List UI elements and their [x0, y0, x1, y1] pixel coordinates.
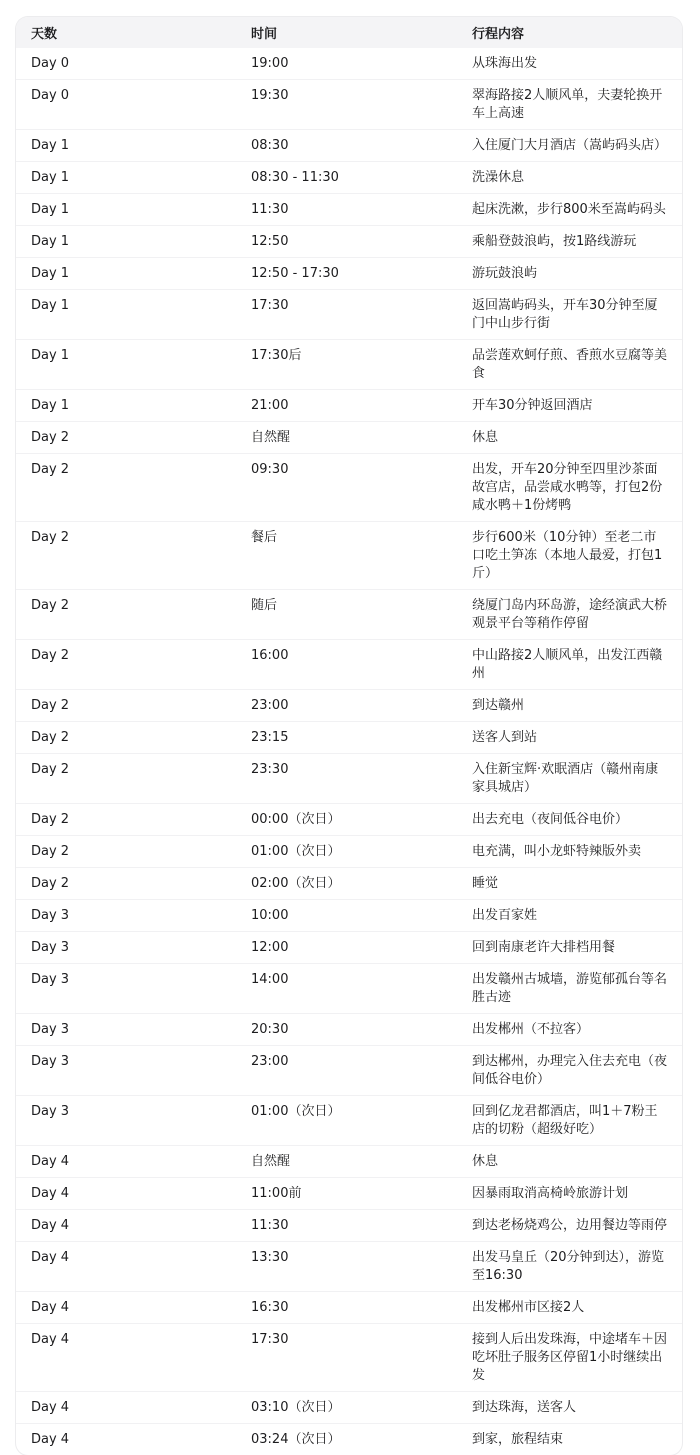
cell-day: Day 0: [16, 80, 236, 130]
table-row: [16, 1392, 682, 1424]
cell-day: Day 2: [16, 422, 236, 454]
table-row: [16, 900, 682, 932]
table-row: [16, 1324, 682, 1392]
cell-time: 12:50: [236, 226, 457, 258]
cell-time: 12:50 - 17:30: [236, 258, 457, 290]
cell-day: Day 1: [16, 340, 236, 390]
cell-content: 回到亿龙君都酒店，叫1＋7粉王店的切粉（超级好吃）: [457, 1096, 682, 1146]
cell-content: 出发郴州市区接2人: [457, 1292, 682, 1324]
cell-content: 到达赣州: [457, 690, 682, 722]
cell-content: 出去充电（夜间低谷电价）: [457, 804, 682, 836]
cell-time: 自然醒: [236, 1146, 457, 1178]
cell-time: 19:30: [236, 80, 457, 130]
cell-day: Day 2: [16, 836, 236, 868]
cell-content: 起床洗漱，步行800米至嵩屿码头: [457, 194, 682, 226]
cell-time: 03:10（次日）: [236, 1392, 457, 1424]
table-row: [16, 868, 682, 900]
cell-content: 洗澡休息: [457, 162, 682, 194]
cell-day: Day 4: [16, 1178, 236, 1210]
header-content: 行程内容: [457, 17, 682, 48]
itinerary-table-card: [16, 17, 682, 1455]
cell-day: Day 3: [16, 932, 236, 964]
table-row: [16, 964, 682, 1014]
cell-day: Day 1: [16, 162, 236, 194]
cell-content: 接到人后出发珠海，中途堵车＋因吃坏肚子服务区停留1小时继续出发: [457, 1324, 682, 1392]
cell-content: 休息: [457, 1146, 682, 1178]
cell-content: 到达老杨烧鸡公，边用餐边等雨停: [457, 1210, 682, 1242]
cell-day: Day 1: [16, 226, 236, 258]
cell-content: 因暴雨取消高椅岭旅游计划: [457, 1178, 682, 1210]
table-row: [16, 162, 682, 194]
cell-content: 入住新宝辉·欢眠酒店（赣州南康家具城店）: [457, 754, 682, 804]
cell-time: 餐后: [236, 522, 457, 590]
table-row: [16, 932, 682, 964]
cell-time: 17:30: [236, 290, 457, 340]
table-row: [16, 1178, 682, 1210]
table-row: [16, 690, 682, 722]
cell-day: Day 4: [16, 1242, 236, 1292]
cell-content: 到达郴州，办理完入住去充电（夜间低谷电价）: [457, 1046, 682, 1096]
cell-content: 返回嵩屿码头，开车30分钟至厦门中山步行街: [457, 290, 682, 340]
cell-time: 17:30后: [236, 340, 457, 390]
cell-day: Day 3: [16, 1014, 236, 1046]
cell-day: Day 2: [16, 804, 236, 836]
itinerary-table: [16, 17, 682, 1455]
table-row: [16, 1146, 682, 1178]
table-row: [16, 454, 682, 522]
cell-time: 23:00: [236, 690, 457, 722]
cell-content: 出发，开车20分钟至四里沙茶面故宫店，品尝咸水鸭等，打包2份咸水鸭＋1份烤鸭: [457, 454, 682, 522]
cell-time: 21:00: [236, 390, 457, 422]
cell-day: Day 2: [16, 690, 236, 722]
cell-time: 01:00（次日）: [236, 1096, 457, 1146]
cell-day: Day 1: [16, 258, 236, 290]
cell-day: Day 1: [16, 390, 236, 422]
cell-day: Day 0: [16, 48, 236, 80]
cell-content: 开车30分钟返回酒店: [457, 390, 682, 422]
cell-time: 00:00（次日）: [236, 804, 457, 836]
cell-day: Day 2: [16, 590, 236, 640]
cell-day: Day 3: [16, 900, 236, 932]
cell-time: 23:15: [236, 722, 457, 754]
table-row: [16, 522, 682, 590]
cell-day: Day 1: [16, 194, 236, 226]
cell-time: 16:30: [236, 1292, 457, 1324]
cell-time: 16:00: [236, 640, 457, 690]
cell-time: 20:30: [236, 1014, 457, 1046]
table-row: [16, 1292, 682, 1324]
table-body: [16, 48, 682, 1455]
cell-time: 17:30: [236, 1324, 457, 1392]
table-row: [16, 1014, 682, 1046]
cell-content: 从珠海出发: [457, 48, 682, 80]
table-row: [16, 80, 682, 130]
cell-time: 13:30: [236, 1242, 457, 1292]
cell-day: Day 2: [16, 640, 236, 690]
table-header: [16, 17, 682, 48]
cell-content: 送客人到站: [457, 722, 682, 754]
cell-content: 回到南康老许大排档用餐: [457, 932, 682, 964]
cell-content: 品尝莲欢蚵仔煎、香煎水豆腐等美食: [457, 340, 682, 390]
cell-time: 10:00: [236, 900, 457, 932]
cell-time: 自然醒: [236, 422, 457, 454]
cell-content: 休息: [457, 422, 682, 454]
cell-time: 01:00（次日）: [236, 836, 457, 868]
table-row: [16, 258, 682, 290]
cell-content: 出发百家姓: [457, 900, 682, 932]
cell-day: Day 4: [16, 1292, 236, 1324]
cell-content: 出发赣州古城墙，游览郁孤台等名胜古迹: [457, 964, 682, 1014]
cell-day: Day 1: [16, 290, 236, 340]
cell-content: 乘船登鼓浪屿，按1路线游玩: [457, 226, 682, 258]
cell-time: 02:00（次日）: [236, 868, 457, 900]
cell-content: 游玩鼓浪屿: [457, 258, 682, 290]
cell-day: Day 4: [16, 1210, 236, 1242]
cell-content: 绕厦门岛内环岛游，途经演武大桥观景平台等稍作停留: [457, 590, 682, 640]
table-row: [16, 422, 682, 454]
table-row: [16, 48, 682, 80]
cell-time: 08:30: [236, 130, 457, 162]
cell-day: Day 2: [16, 722, 236, 754]
table-row: [16, 754, 682, 804]
cell-day: Day 2: [16, 868, 236, 900]
table-row: [16, 804, 682, 836]
cell-time: 03:24（次日）: [251, 1432, 341, 1447]
cell-day: Day 2: [16, 522, 236, 590]
cell-content: 到家，旅程结束: [472, 1432, 564, 1447]
table-row: [16, 836, 682, 868]
cell-content: 出发郴州（不拉客）: [457, 1014, 682, 1046]
cell-content: 出发马皇丘（20分钟到达），游览至16:30: [457, 1242, 682, 1292]
cell-day: Day 3: [16, 1096, 236, 1146]
table-row: [16, 1242, 682, 1292]
cell-day: Day 4: [31, 1432, 70, 1447]
cell-time: 11:30: [236, 194, 457, 226]
cell-time: 12:00: [236, 932, 457, 964]
cell-day: Day 1: [16, 130, 236, 162]
header-day: 天数: [16, 17, 236, 48]
table-row: [16, 226, 682, 258]
table-row: [16, 1210, 682, 1242]
table-row: [16, 390, 682, 422]
cell-time: 09:30: [236, 454, 457, 522]
table-row: [16, 1046, 682, 1096]
cell-time: 随后: [236, 590, 457, 640]
table-row: [16, 1096, 682, 1146]
cell-content: 到达珠海，送客人: [457, 1392, 682, 1424]
cell-content: 翠海路接2人顺风单，夫妻轮换开车上高速: [457, 80, 682, 130]
table-row: [16, 590, 682, 640]
cell-content: 中山路接2人顺风单，出发江西赣州: [457, 640, 682, 690]
table-row: [16, 722, 682, 754]
cell-content: 电充满，叫小龙虾特辣版外卖: [457, 836, 682, 868]
table-row: [16, 130, 682, 162]
table-row: [16, 194, 682, 226]
cell-day: Day 4: [16, 1392, 236, 1424]
table-row: [16, 340, 682, 390]
cell-time: 23:30: [236, 754, 457, 804]
cell-content: 步行600米（10分钟）至老二市口吃土笋冻（本地人最爱，打包1斤）: [457, 522, 682, 590]
cell-time: 23:00: [236, 1046, 457, 1096]
cell-content: 入住厦门大月酒店（嵩屿码头店）: [457, 130, 682, 162]
cell-day: Day 4: [16, 1324, 236, 1392]
cell-day: Day 2: [16, 754, 236, 804]
cell-day: Day 2: [16, 454, 236, 522]
header-time: 时间: [236, 17, 457, 48]
cell-day: Day 3: [16, 964, 236, 1014]
cell-time: 11:30: [236, 1210, 457, 1242]
table-row: [16, 640, 682, 690]
cell-time: 19:00: [236, 48, 457, 80]
table-row: [16, 290, 682, 340]
header-row: [16, 17, 682, 48]
cell-time: 11:00前: [236, 1178, 457, 1210]
cell-day: Day 3: [16, 1046, 236, 1096]
cell-day: Day 4: [16, 1146, 236, 1178]
cell-time: 14:00: [236, 964, 457, 1014]
cell-content: 睡觉: [457, 868, 682, 900]
table-row: [16, 1424, 682, 1455]
cell-time: 08:30 - 11:30: [236, 162, 457, 194]
